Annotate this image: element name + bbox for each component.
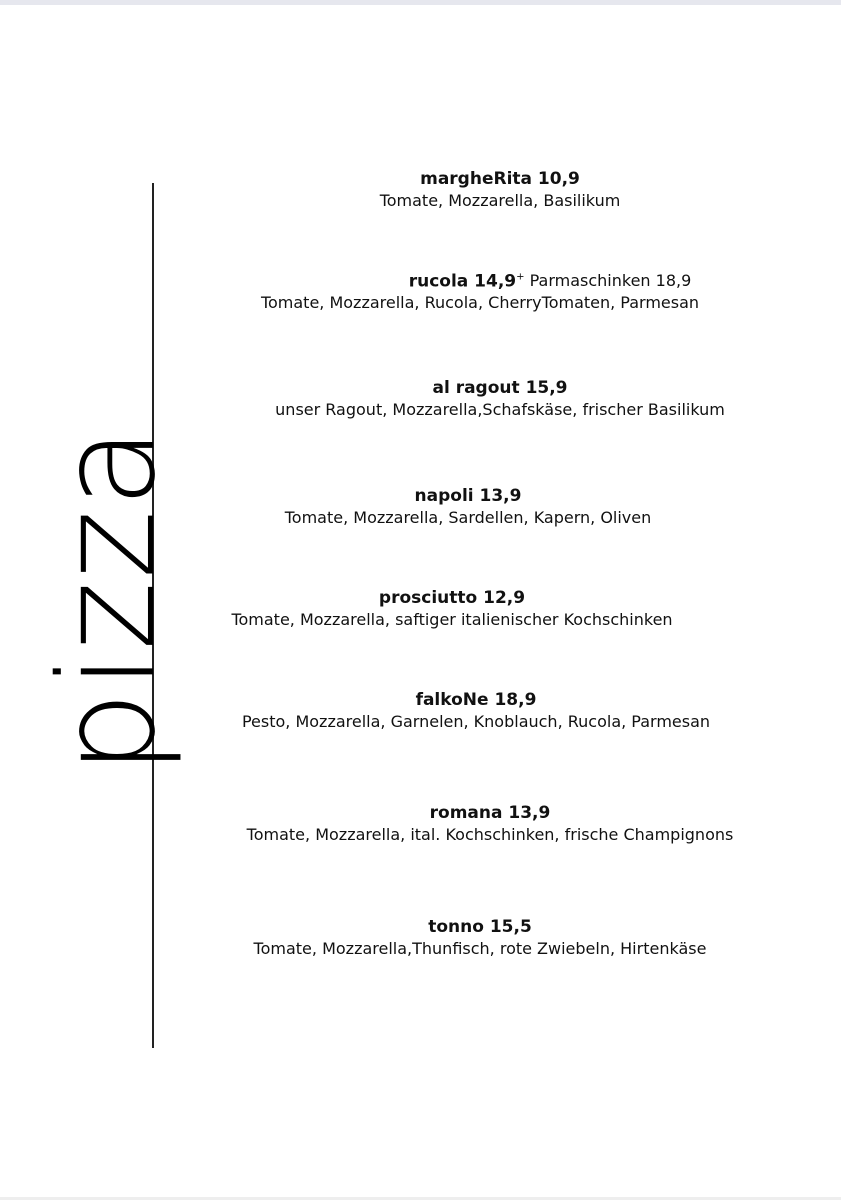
item-description: unser Ragout, Mozzarella,Schafskäse, frischer Basilikum [275, 400, 725, 419]
item-description: Tomate, Mozzarella, Sardellen, Kapern, Oliven [284, 508, 652, 527]
menu-item-prosciutto [152, 587, 752, 631]
menu-item-margherita [200, 168, 800, 212]
item-description: Pesto, Mozzarella, Garnelen, Knoblauch, Rucola, Parmesan [241, 712, 711, 731]
item-price: 12,9 [483, 588, 526, 608]
item-price: 13,9 [479, 486, 522, 506]
item-name: prosciutto [378, 588, 478, 608]
item-price: 13,9 [508, 803, 551, 823]
item-name: margheRita [420, 169, 532, 189]
item-price: 18,9 [494, 690, 537, 710]
item-price: 15,9 [525, 378, 568, 398]
top-border [0, 0, 841, 5]
menu-item-rucola [235, 267, 725, 314]
item-name: falkoNe [415, 690, 489, 710]
item-name: napoli [414, 486, 474, 506]
item-description: Tomate, Mozzarella, ital. Kochschinken, frische Champignons [246, 825, 734, 844]
item-extra: Parmaschinken 18,9 [529, 271, 692, 291]
item-price: 15,5 [489, 917, 532, 937]
menu-item-falkone [176, 689, 776, 733]
item-name: al ragout [432, 378, 520, 398]
item-description: Tomate, Mozzarella, Basilikum [379, 191, 621, 210]
menu-item-al-ragout [200, 377, 800, 421]
item-price: 14,9 [474, 271, 517, 292]
item-extra-sign: + [516, 272, 525, 283]
category-title: pizza [31, 425, 185, 775]
menu-item-romana [190, 802, 790, 846]
item-name: romana [429, 803, 503, 823]
item-description: Tomate, Mozzarella, saftiger italienischer Kochschinken [231, 610, 673, 629]
item-description: Tomate, Mozzarella, Rucola, CherryTomaten, Parmesan [260, 293, 700, 313]
item-price: 10,9 [537, 169, 580, 189]
menu-item-tonno [180, 916, 780, 960]
item-name: tonno [428, 917, 484, 937]
item-description: Tomate, Mozzarella,Thunfisch, rote Zwiebeln, Hirtenkäse [253, 939, 707, 958]
item-name: rucola [408, 271, 469, 292]
menu-item-napoli [168, 485, 768, 529]
